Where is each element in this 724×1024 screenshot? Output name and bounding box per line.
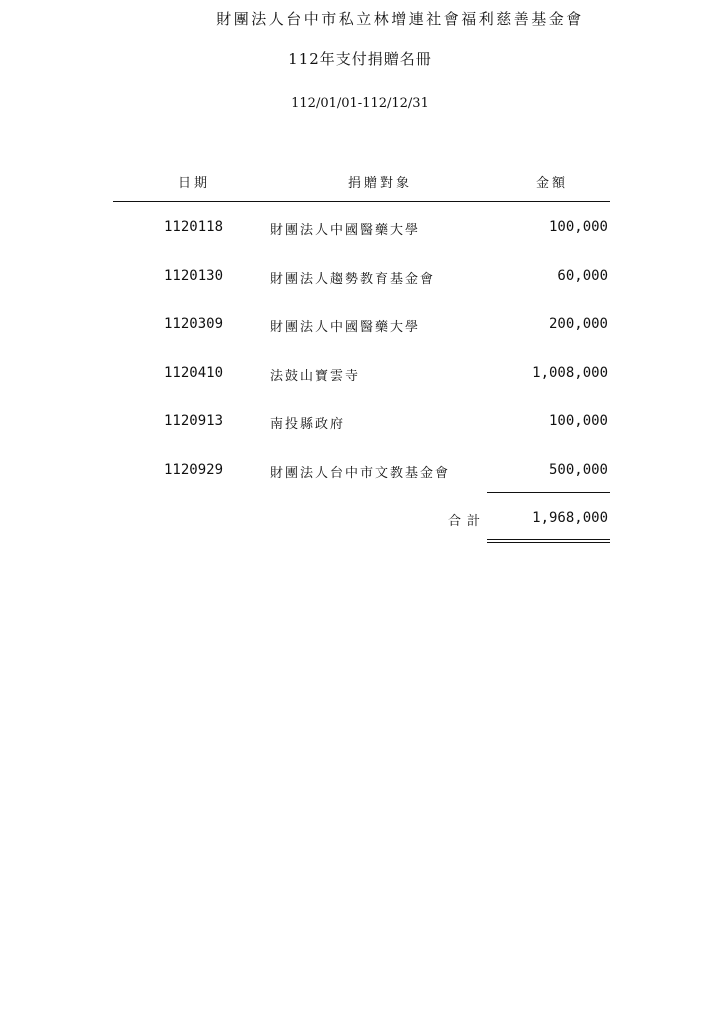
row-date: 1120929 <box>164 462 224 478</box>
organization-title: 財團法人台中市私立林增連社會福利慈善基金會 <box>216 10 584 28</box>
table-row <box>0 268 724 292</box>
row-amount: 500,000 <box>548 462 608 478</box>
row-amount: 100,000 <box>548 219 608 235</box>
table-row <box>0 462 724 486</box>
total-double-underline <box>487 539 610 543</box>
row-amount: 200,000 <box>548 316 608 332</box>
row-date: 1120118 <box>164 219 224 235</box>
total-amount: 1,968,000 <box>532 510 608 526</box>
report-period: 112/01/01-112/12/31 <box>291 96 429 111</box>
column-header-recipient: 捐贈對象 <box>348 176 413 191</box>
row-amount: 1,008,000 <box>532 365 608 381</box>
row-recipient: 財團法人中國醫藥大學 <box>270 223 421 238</box>
table-row <box>0 365 724 389</box>
column-header-amount: 金額 <box>536 176 569 191</box>
row-date: 1120410 <box>164 365 224 381</box>
column-header-date: 日期 <box>178 176 211 191</box>
row-amount: 60,000 <box>557 268 608 284</box>
row-date: 1120130 <box>164 268 224 284</box>
table-row <box>0 413 724 437</box>
row-recipient: 南投縣政府 <box>270 417 346 432</box>
row-date: 1120913 <box>164 413 224 429</box>
row-amount: 100,000 <box>548 413 608 429</box>
header-divider <box>113 201 610 202</box>
subtotal-divider <box>487 492 610 493</box>
total-label: 合計 <box>448 514 487 529</box>
row-recipient: 財團法人台中市文教基金會 <box>270 466 451 481</box>
row-recipient: 財團法人中國醫藥大學 <box>270 320 421 335</box>
row-recipient: 法鼓山寶雲寺 <box>270 369 361 384</box>
table-row <box>0 219 724 243</box>
table-row <box>0 316 724 340</box>
row-recipient: 財團法人趨勢教育基金會 <box>270 272 436 287</box>
row-date: 1120309 <box>164 316 224 332</box>
report-title: 112年支付捐贈名冊 <box>288 50 432 68</box>
